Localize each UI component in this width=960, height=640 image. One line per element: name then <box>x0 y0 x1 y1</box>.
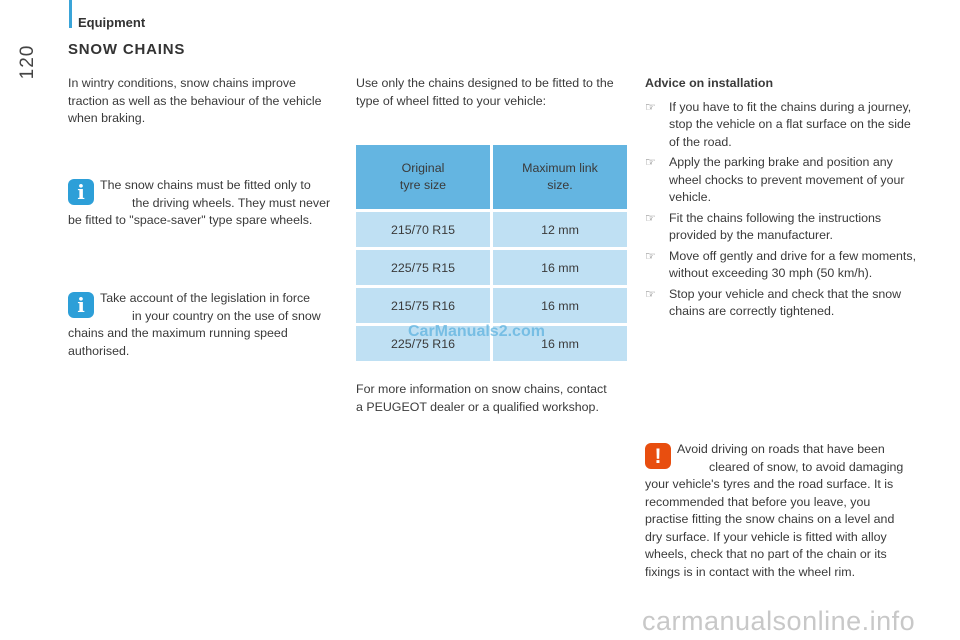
warning-line1: Avoid driving on roads that have been <box>677 442 885 456</box>
intro-paragraph: In wintry conditions, snow chains improve traction as well as the behaviour of the vehicle when braking. <box>68 76 322 125</box>
link-size-cell: 16 mm <box>493 288 627 323</box>
list-item: ☞ Apply the parking brake and position any wheel chocks to prevent movement of your vehicle. <box>645 155 905 204</box>
table-header-link: Maximum link size. <box>493 145 627 209</box>
tyre-size-cell: 215/75 R16 <box>356 288 490 323</box>
watermark-footer: carmanualsonline.info <box>642 606 916 636</box>
more-info-paragraph: For more information on snow chains, contact a PEUGEOT dealer or a qualified workshop. <box>356 382 607 414</box>
chains-intro: Use only the chains designed to be fitted to the type of wheel fitted to your vehicle: <box>356 76 614 108</box>
warning-note <box>645 441 913 581</box>
link-size-cell: 16 mm <box>493 326 627 361</box>
list-item: ☞ Stop your vehicle and check that the snow chains are correctly tightened. <box>645 286 902 318</box>
advice-steps <box>645 99 920 321</box>
section-accent-bar <box>69 0 72 28</box>
info-note-1 <box>68 177 338 230</box>
list-item: ☞ Move off gently and drive for a few moments, without exceeding 30 mph (50 km/h). <box>645 248 917 280</box>
section-heading: Equipment <box>78 15 146 30</box>
hand-pointer-icon: ☞ <box>645 155 656 169</box>
link-size-cell: 16 mm <box>493 250 627 285</box>
info-icon: i <box>68 292 94 318</box>
tyre-size-cell: 225/75 R15 <box>356 250 490 285</box>
list-item: ☞ Fit the chains following the instructions provided by the manufacturer. <box>645 210 882 242</box>
table-row <box>356 212 627 247</box>
info-note-1-line1: The snow chains must be fitted only to <box>100 178 311 192</box>
info-note-2 <box>68 290 338 360</box>
hand-pointer-icon: ☞ <box>645 210 656 225</box>
watermark-center: CarManuals2.com <box>408 323 545 340</box>
advice-title: Advice on installation <box>645 76 774 90</box>
hand-pointer-icon: ☞ <box>645 248 656 263</box>
tyre-size-cell: 215/70 R15 <box>356 212 490 247</box>
page-number: 120 <box>17 44 38 80</box>
hand-pointer-icon: ☞ <box>645 99 656 114</box>
list-item: ☞ If you have to fit the chains during a journey, stop the vehicle on a flat surface on the side of the road. <box>645 99 912 149</box>
table-header-row <box>356 145 627 209</box>
info-icon: i <box>68 179 94 205</box>
tyre-size-cell: 225/75 R16 <box>356 326 490 361</box>
info-note-1-rest: the driving wheels. They must never be fitted to "space-saver" type spare wheels. <box>68 195 331 227</box>
advice-section <box>645 75 920 324</box>
table-row <box>356 250 627 285</box>
info-note-2-rest: in your country on the use of snow chains and the maximum running speed authorised. <box>68 308 321 358</box>
table-row <box>356 288 627 323</box>
page-title: SNOW CHAINS <box>68 41 186 58</box>
warning-rest: cleared of snow, to avoid damaging your vehicle's tyres and the road surface. It is recommended that before you leave, you practise fitting the snow chains on a level and dry surface. If your vehicle is fitted with alloy wheels, check that no part of the chain or its fixings is in contact with the wheel rim. <box>645 459 904 579</box>
table-header-tyre: Original tyre size <box>356 145 490 209</box>
hand-pointer-icon: ☞ <box>645 286 656 301</box>
info-note-2-line1: Take account of the legislation in force <box>100 291 311 305</box>
warning-icon: ! <box>645 443 671 469</box>
link-size-cell: 12 mm <box>493 212 627 247</box>
